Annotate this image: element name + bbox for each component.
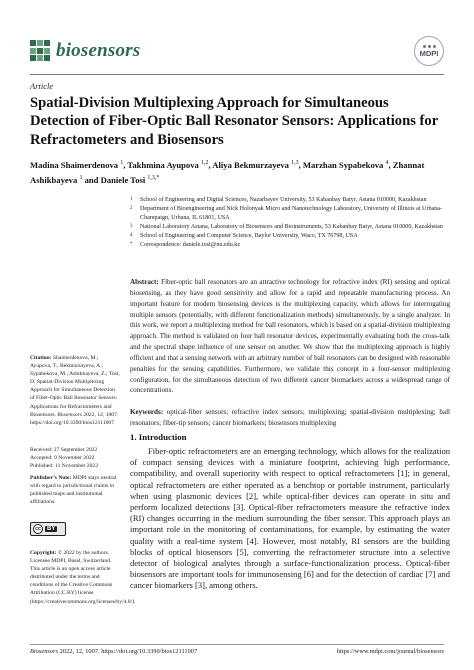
abstract-label: Abstract: bbox=[130, 278, 159, 286]
publisher-note-text: MDPI stays neutral with regard to jurisdictional claims in published maps and institutional affiliations. bbox=[30, 475, 117, 506]
accepted-date: Accepted: 9 November 2022 bbox=[30, 455, 95, 462]
journal-mark-icon bbox=[30, 40, 52, 62]
footer-citation-text[interactable]: 2022, 12, 1007. https://doi.org/10.3390/bios12111007 bbox=[59, 648, 198, 655]
affiliation-number: * bbox=[130, 242, 133, 248]
affiliation-item bbox=[130, 223, 450, 231]
publisher-note bbox=[30, 474, 120, 506]
author-affiliation-marker: 1 bbox=[120, 160, 124, 166]
citation-journal: Biosensors bbox=[57, 411, 82, 418]
footer-journal: Biosensors bbox=[30, 648, 59, 655]
by-icon: BY bbox=[47, 526, 56, 532]
affiliation-item bbox=[130, 196, 450, 204]
author-affiliation-marker: 1,3 bbox=[291, 160, 299, 166]
affiliation-item bbox=[130, 232, 450, 240]
section-heading-introduction: 1. Introduction bbox=[130, 432, 187, 442]
author-list: Madina Shaimerdenova $^1$, Takhmina Ayupova $^{1,2}$, Aliya Bekmurzayeva $^{1,3}$, Marzhan Sypabekova $^4$, Zhannat Ashikbayeva $^1$ and Daniele Tosi $^{1,3,*}$ bbox=[30, 159, 425, 186]
affiliation-text: Department of Bioengineering and Nick Holonyak Micro and Nanotechnology Laboratory, University of Illinois at Urbana-Champaign, Urbana, IL 61801, USA bbox=[140, 206, 443, 221]
affiliations bbox=[130, 196, 450, 250]
affiliation-text: School of Engineering and Digital Sciences, Nazarbayev University, 53 Kabanbay Batyr, Astana 010000, Kazakhstan bbox=[140, 197, 427, 203]
author-name: Aliya Bekmurzayeva bbox=[212, 159, 292, 170]
affiliation-item bbox=[130, 205, 450, 222]
introduction-paragraph: Fiber-optic refractometers are an emerging technology, which allows for the realization of compact sensing devices with a miniature footprint, achieving high performance, compatibility, and overall superiority with respect to optical refractometers [1]; in general, optical refractometers are either operated as a benchtop or portable instrument, particularly when using plasmonic devices [2], while optical-fiber devices can operate in situ and perform localized detections [3]. Optical-fiber refractometers measure the refractive index (RI) changes occurring in the medium surrounding the fiber sensor. This approach plays an important role in the monitoring of contaminations, for example, by estimating the water quality with a real-time system [4]. However, most notably, RI sensors are the building blocks of optical biosensors [5], converting the refractometer structure into a selective detector of biological analytes through a surface-functionalization process. Optical-fiber biosensors are important tools for immunosensing [6] and for the detection of cardiac [7] and cancer biomarkers [3], among others. bbox=[130, 446, 450, 591]
affiliation-text: School of Engineering and Computer Science, Baylor University, Waco, TX 76798, USA bbox=[140, 233, 358, 240]
citation-block bbox=[30, 354, 120, 427]
author-name: Marzhan Sypabekova bbox=[302, 159, 386, 170]
affiliation-number: 2 bbox=[130, 206, 133, 212]
author-affiliation-marker: 4 bbox=[385, 160, 389, 166]
citation-text: Shaimerdenova, M.; Ayupova, T.; Bekmurzayeva, A.; Sypabekova, M.; Ashikbayeva, Z.; Tosi, D. Spatial-Division Multiplexing Approach for Simultaneous Detection of Fiber-Optic Ball Resonator Sensors: Applications for Refractometers and Biosensors. bbox=[30, 355, 120, 418]
abstract bbox=[130, 277, 450, 396]
citation-label: Citation: bbox=[30, 355, 52, 361]
footer-citation bbox=[30, 648, 197, 655]
keywords-text: optical-fiber sensors; refractive index sensors; multiplexing; spatial-division multiplexing; ball resonators; fiber-tip sensors; cancer biomarkers; biosensors multiplexing bbox=[130, 408, 451, 427]
affiliation-number: 1 bbox=[130, 197, 133, 202]
footer-journal-url[interactable]: https://www.mdpi.com/journal/biosensors bbox=[336, 648, 444, 655]
journal-name: biosensors bbox=[56, 40, 141, 61]
author-name: Takhmina Ayupova bbox=[127, 159, 201, 170]
mdpi-dots-icon bbox=[423, 45, 436, 48]
affiliation-item bbox=[130, 241, 450, 249]
article-title: Spatial-Division Multiplexing Approach for Simultaneous Detection of Fiber-Optic Ball Resonator Sensors: Applications for Refractometers and Biosensors bbox=[30, 95, 438, 148]
cc-icon: cc bbox=[33, 524, 43, 534]
footer-divider bbox=[30, 644, 444, 645]
author-name: Madina Shaimerdenova bbox=[30, 159, 121, 170]
author-affiliation-marker: 1,3,* bbox=[147, 175, 160, 182]
mdpi-logo-text: MDPI bbox=[419, 48, 439, 58]
dates-block bbox=[30, 446, 120, 470]
received-date: Received: 27 September 2022 bbox=[30, 447, 98, 453]
author-affiliation-marker: 1 bbox=[79, 175, 83, 182]
published-date: Published: 11 November 2022 bbox=[30, 463, 98, 470]
author-affiliation-marker: 1,2 bbox=[200, 160, 209, 166]
journal-logo[interactable] bbox=[30, 40, 140, 62]
cc-by-license-icon[interactable] bbox=[30, 522, 66, 536]
affiliation-number: 3 bbox=[130, 223, 133, 229]
mdpi-logo[interactable] bbox=[414, 36, 444, 66]
keywords-label: Keywords: bbox=[130, 408, 164, 416]
copyright-label: Copyright: bbox=[30, 550, 57, 556]
publisher-note-label: Publisher’s Note: bbox=[30, 475, 72, 481]
affiliation-number: 4 bbox=[130, 233, 133, 239]
copyright-block bbox=[30, 549, 136, 606]
copyright-text: © 2022 by the authors. Licensee MDPI, Basel, Switzerland. This article is an open access article distributed under the terms and conditions of the Creative Commons Attribution (CC BY) license (https://creativecommons.org/licenses/by/4.0/). bbox=[30, 550, 136, 605]
abstract-text: Fiber-optic ball resonators are an attractive technology for refractive index (RI) sensing and optical biosensing, as they have good sensitivity and allow for a rapid and repeatable manufacturing process. An important feature for modern biosensing devices is the multiplexing capacity, which allows for interrogating multiple sensors (potentially, with different functionalization methods) simultaneously, by a single analyzer. In this work, we report a multiplexing method for ball resonators, which is based on a spatial-division multiplexing approach. The method is validated on four ball resonator devices, experimentally evaluating both the cross-talk and the spectral shape influence of one sensor on another. We show that the multiplexing approach is highly efficient and that a sensing network with an arbitrary number of ball resonators can be designed with reasonable penalties for the sensing capabilities. Furthermore, we validate this concept in a four-sensor multiplexing configuration, for the simultaneous detection of two different cancer biomarkers across a widespread range of concentrations. bbox=[130, 278, 450, 395]
article-type: Article bbox=[30, 81, 54, 91]
citation-doi[interactable]: 2022, 12, 1007. https://doi.org/10.3390/bios12111007 bbox=[30, 411, 119, 426]
author-name: Daniele Tosi bbox=[100, 175, 148, 186]
header-divider bbox=[30, 74, 444, 75]
author-name: Zhannat Ashikbayeva bbox=[30, 159, 425, 186]
keywords bbox=[130, 407, 450, 429]
affiliation-text: Correspondence: daniele.tosi@nu.edu.kz bbox=[140, 242, 241, 249]
affiliation-text: National Laboratory Astana, Laboratory of Biosensors and Bioinstruments, 53 Kabanbay Batyr, Astana 010000, Kazakhstan bbox=[140, 223, 443, 230]
